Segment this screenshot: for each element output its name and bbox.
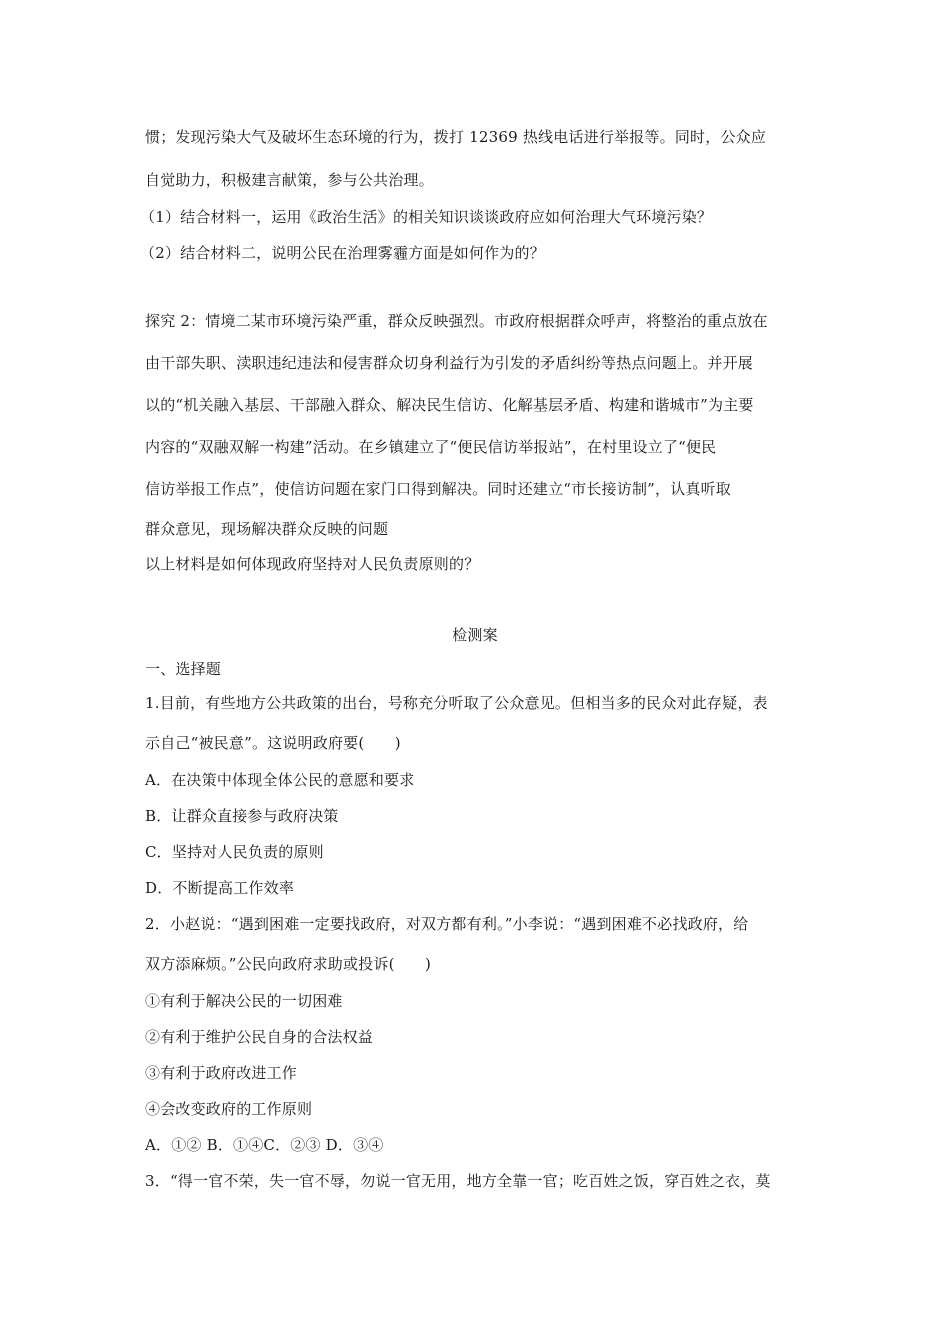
- mcq-2-stem: 双方添麻烦。”公民向政府求助或投诉( ): [145, 955, 432, 973]
- explore-line: 由干部失职、渎职违纪违法和侵害群众切身利益行为引发的矛盾纠纷等热点问题上。并开展: [145, 354, 754, 372]
- explore-question: 以上材料是如何体现政府坚持对人民负责原则的？: [145, 555, 480, 573]
- explore-line: 信访举报工作点”，使信访问题在家门口得到解决。同时还建立“市长接访制”，认真听取: [145, 480, 732, 498]
- question-1: （1）结合材料一，运用《政治生活》的相关知识谈谈政府应如何治理大气环境污染？: [140, 208, 713, 226]
- explore-line: 以的“机关融入基层、干部融入群众、解决民生信访、化解基层矛盾、构建和谐城市”为主要: [145, 396, 754, 414]
- mcq-2-item: ①有利于解决公民的一切困难: [145, 992, 343, 1010]
- mcq-1-option: B．让群众直接参与政府决策: [145, 807, 339, 825]
- mcq-2-answers: A．①② B．①④C．②③ D．③④: [145, 1136, 384, 1154]
- explore-line: 内容的“双融双解一构建”活动。在乡镇建立了“便民信访举报站”，在村里设立了“便民: [145, 438, 717, 456]
- mcq-2-item: ③有利于政府改进工作: [145, 1064, 298, 1082]
- mcq-2-stem: 2．小赵说：“遇到困难一定要找政府，对双方都有利。”小李说：“遇到困难不必找政府，给: [145, 915, 749, 933]
- mcq-1-option: A．在决策中体现全体公民的意愿和要求: [145, 771, 415, 789]
- section-title: 检测案: [452, 626, 498, 644]
- mcq-3-stem: 3．“得一官不荣，失一官不辱，勿说一官无用，地方全靠一官；吃百姓之饭，穿百姓之衣，莫: [145, 1172, 771, 1190]
- explore-line: 探究 2：情境二某市环境污染严重，群众反映强烈。市政府根据群众呼声，将整治的重点放在: [145, 312, 768, 330]
- section-subtitle: 一、选择题: [145, 660, 222, 678]
- material-line: 自觉助力，积极建言献策，参与公共治理。: [145, 171, 434, 189]
- mcq-1-stem: 1.目前，有些地方公共政策的出台，号称充分听取了公众意见。但相当多的民众对此存疑，表: [145, 694, 768, 712]
- mcq-1-option: C．坚持对人民负责的原则: [145, 843, 324, 861]
- mcq-2-item: ②有利于维护公民自身的合法权益: [145, 1028, 374, 1046]
- explore-line: 群众意见，现场解决群众反映的问题: [145, 520, 389, 538]
- mcq-1-option: D．不断提高工作效率: [145, 879, 295, 897]
- material-line: 惯；发现污染大气及破坏生态环境的行为，拨打 12369 热线电话进行举报等。同时，公众应: [145, 128, 767, 146]
- mcq-1-stem: 示自己“被民意”。这说明政府要( ): [145, 734, 401, 752]
- mcq-2-item: ④会改变政府的工作原则: [145, 1100, 313, 1118]
- question-2: （2）结合材料二，说明公民在治理雾霾方面是如何作为的？: [140, 244, 545, 262]
